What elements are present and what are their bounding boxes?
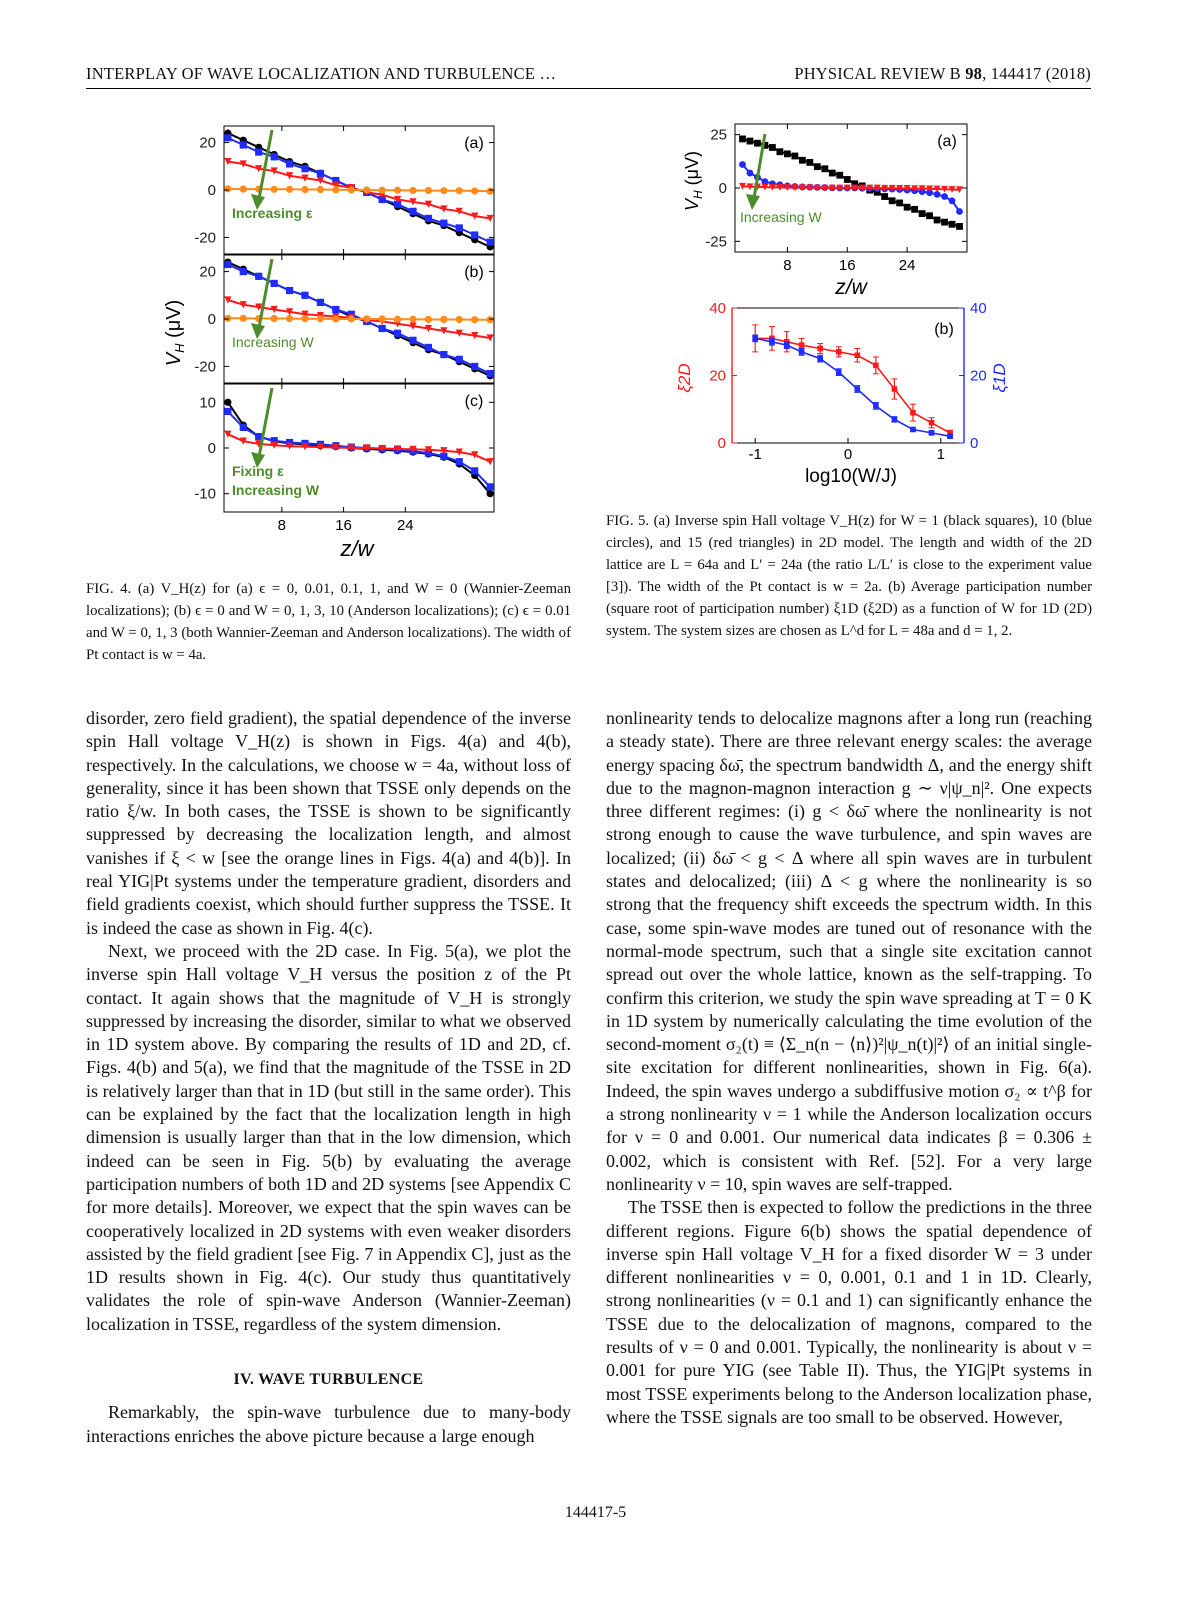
data-point [255, 148, 262, 155]
tick-label: -20 [194, 229, 216, 247]
data-point [739, 136, 746, 143]
data-point [910, 427, 916, 433]
fig4-ylabel-text: $V_H$ (μV) [163, 299, 187, 367]
data-point [440, 316, 447, 323]
data-point [889, 197, 896, 204]
data-point [255, 273, 262, 280]
data-point [301, 165, 308, 172]
data-point [941, 219, 948, 226]
data-point [394, 316, 401, 323]
data-point [348, 315, 355, 322]
data-point [926, 212, 933, 219]
section-heading: IV. WAVE TURBULENCE [233, 1371, 424, 1389]
fig4-panel [194, 126, 494, 254]
data-point [747, 170, 754, 177]
data-point [286, 315, 293, 322]
data-point [836, 172, 843, 179]
data-point [769, 144, 776, 151]
tick-label: 8 [277, 517, 287, 534]
data-point [739, 161, 746, 168]
journal-volume: 98 [965, 64, 983, 83]
panel-tag: (c) [464, 393, 484, 410]
paragraph: nonlinearity tends to delocalize magnons after a long run (reaching a steady state). There are three relevant energy scales: the average energy spacing δω̄, the spectrum bandwidth Δ, and the energy shift due to the magnon-magnon interaction g ∼ ν|ψ_n|². One expects three different regimes: (i) g < δω̄ where the nonlinearity is not strong enough to cause the wave turbulence, and spin waves are localized; (ii) δω̄ < g < Δ where all spin waves are in turbulent states and delocalized; (iii) Δ < g where the nonlinearity is so strong that the frequency shift exceeds the spectrum width. In this case, some spin-wave modes are tuned out of resonance with the normal-mode spectrum, such that a single site excitation cannot spread out over the whole lattice, known as the self-trapping. To confirm this criterion, we study the spin wave spreading at T = 0 K in 1D system by numerically calculating the time evolution of the second-moment σ₂(t) ≡ ⟨Σ_n(n − ⟨n⟩)²|ψ_n(t)|²⟩ of an initial single-site excitation for different nonlinearities, shown in Fig. 6(a). Indeed, the spin waves undergo a subdiffusive motion σ₂ ∝ t^β for a strong nonlinearity ν = 1 while the Anderson localization occurs for ν = 0 and 0.001. Our numerical data indicates β = 0.306 ± 0.002, which is consistent with Ref. [52]. For a very large nonlinearity ν = 10, spin waves are self-trapped. [606, 708, 1092, 1194]
tick-label: 40 [709, 300, 726, 317]
data-point [332, 315, 339, 322]
tick-label: 20 [199, 134, 216, 152]
data-point [854, 386, 860, 392]
data-point [934, 217, 941, 224]
data-point [224, 431, 231, 438]
data-point [949, 197, 956, 204]
data-point [425, 316, 432, 323]
data-point [409, 187, 416, 194]
tick-label: 1 [936, 446, 945, 463]
fig4-caption: FIG. 4. (a) V_H(z) for (a) ϵ = 0, 0.01, 0.1, 1, and W = 0 (Wannier-Zeeman localizations); (b) ϵ = 0 and W = 0, 1, 3, 10 (Anderson localizations); (c) ϵ = 0.01 and W = 0, 1, 3 (both Wannier-Zeeman and Anderson localizations). The width of Pt contact is w = 4a. [86, 581, 571, 663]
data-point [271, 186, 278, 193]
body-column-left [86, 707, 571, 1448]
data-point [317, 299, 324, 306]
journal-name: PHYSICAL REVIEW B [794, 64, 961, 83]
data-point [379, 315, 386, 322]
data-point [956, 208, 963, 215]
annotation: Increasing W [740, 209, 822, 225]
data-point [752, 336, 758, 342]
figure-4 [150, 118, 510, 568]
fig5a-ylabel: $V_H$ (μV) [682, 150, 705, 212]
data-point [317, 186, 324, 193]
data-point [799, 342, 805, 348]
data-point [817, 356, 823, 362]
data-point [817, 346, 823, 352]
data-point [456, 356, 463, 363]
tick-label: 8 [783, 257, 792, 274]
data-point [929, 430, 935, 436]
data-point [425, 344, 432, 351]
data-point [363, 186, 370, 193]
data-point [394, 187, 401, 194]
article-number: 144417 (2018) [990, 64, 1091, 83]
fig5a-xlabel: z/w [835, 276, 867, 299]
data-point [941, 193, 948, 200]
data-point [425, 215, 432, 222]
data-point [854, 352, 860, 358]
data-point [317, 170, 324, 177]
data-point [224, 134, 231, 141]
fig5b-ylabel-right: ξ1D [990, 363, 1009, 393]
data-point [836, 349, 842, 355]
data-point [949, 221, 956, 228]
fig4-panel [194, 384, 494, 534]
series-line [228, 189, 490, 191]
tick-label: 20 [970, 367, 987, 385]
tick-label: 0 [717, 435, 726, 452]
data-point [487, 458, 494, 465]
annotation: Fixing ε [232, 463, 284, 479]
data-point [224, 408, 231, 415]
figure-5 [670, 118, 1030, 498]
data-point [332, 186, 339, 193]
tick-label: 25 [710, 126, 727, 144]
data-point [440, 187, 447, 194]
tick-label: 0 [970, 435, 979, 452]
data-point [777, 148, 784, 155]
data-point [892, 386, 898, 392]
body-column-right [606, 707, 1092, 1429]
data-point [814, 163, 821, 170]
series-line [228, 318, 490, 319]
data-point [332, 306, 339, 313]
data-point [224, 315, 231, 322]
data-point [301, 292, 308, 299]
data-point [286, 160, 293, 167]
paragraph: Next, we proceed with the 2D case. In Fig. 5(a), we plot the inverse spin Hall voltage V_H versus the position z of the Pt contact. It again shows that the magnitude of V_H is strongly suppressed by increasing the disorder, similar to what we observed in 1D system above. By comparing the results of 1D and 2D, cf. Figs. 4(b) and 5(a), we find that the magnitude of the TSSE in 2D is relatively larger than that in 1D (but still in the same order). This can be explained by the fact that the localization length in high dimension is usually larger than that in the low dimension, which indeed can be seen in Fig. 5(b) by evaluating the average participation numbers of both 1D and 2D systems [see Appendix C for more details]. Moreover, we expect that the spin waves can be cooperatively localized in 2D systems with even weaker disorders assisted by the field gradient [see Fig. 7 in Appendix C], just as the 1D results shown in Fig. 4(c). Our study thus quantitatively validates the role of spin-wave Anderson (Wannier-Zeeman) localization in TSSE, regardless of the system dimension. [86, 940, 571, 1334]
data-point [471, 467, 478, 474]
data-point [844, 176, 851, 183]
panel-tag: (a) [937, 133, 957, 150]
tick-label: -20 [194, 358, 216, 376]
tick-label: 16 [335, 517, 352, 534]
data-point [301, 315, 308, 322]
data-point [425, 187, 432, 194]
data-point [471, 231, 478, 238]
data-point [456, 458, 463, 465]
data-point [784, 342, 790, 348]
data-point [929, 420, 935, 426]
data-point [910, 410, 916, 416]
data-point [873, 363, 879, 369]
data-point [829, 170, 836, 177]
data-point [240, 315, 247, 322]
panel-tag: (b) [934, 321, 954, 338]
tick-label: 0 [207, 440, 216, 457]
data-point [240, 424, 247, 431]
paragraph: Remarkably, the spin-wave turbulence due to many-body interactions enriches the above picture because a large enough [86, 1402, 571, 1446]
tick-label: 10 [199, 394, 216, 412]
data-point [873, 403, 879, 409]
series-line [755, 338, 950, 436]
tick-label: -10 [194, 485, 216, 503]
data-point [769, 339, 775, 345]
annotation: Increasing W [232, 482, 320, 498]
tick-label: 20 [709, 367, 726, 385]
data-point [806, 159, 813, 166]
data-point [896, 200, 903, 207]
data-point [487, 239, 494, 246]
data-point [301, 186, 308, 193]
fig5-caption: FIG. 5. (a) Inverse spin Hall voltage V_H(z) for W = 1 (black squares), 10 (blue circles), and 15 (red triangles) in 2D model. The length and width of the 2D lattice are L = 64a and L′ = 24a (the ratio L/L′ is close to the experiment value [3]). The width of the Pt contact is w = 2a. (b) Average participation number (square root of participation number) ξ1D (ξ2D) as a function of W for 1D (2D) system. The system sizes are chosen as L^d for L = 48a and d = 1, 2. [606, 513, 1092, 639]
data-point [947, 433, 953, 439]
data-point [271, 153, 278, 160]
data-point [271, 315, 278, 322]
data-point [487, 316, 494, 323]
data-point [440, 220, 447, 227]
data-point [471, 316, 478, 323]
data-point [754, 140, 761, 147]
fig4-panel [194, 255, 494, 383]
tick-label: 24 [898, 257, 916, 274]
data-point [409, 337, 416, 344]
data-point [471, 187, 478, 194]
fig5b-xlabel: log10(W/J) [805, 466, 897, 487]
tick-label: -1 [748, 446, 762, 463]
data-point [911, 206, 918, 213]
data-point [271, 280, 278, 287]
data-point [892, 417, 898, 423]
data-point [456, 224, 463, 231]
data-point [224, 261, 231, 268]
data-point [348, 186, 355, 193]
data-point [799, 157, 806, 164]
data-point [240, 185, 247, 192]
data-point [286, 186, 293, 193]
data-point [791, 153, 798, 160]
data-point [286, 287, 293, 294]
data-point [394, 330, 401, 337]
running-header-journal: PHYSICAL REVIEW B 98, 144417 (2018) [794, 64, 1091, 83]
data-point [881, 193, 888, 200]
tick-label: 20 [199, 263, 216, 281]
data-point [409, 208, 416, 215]
trend-arrow-head [746, 194, 760, 210]
panel-tag: (a) [464, 135, 484, 152]
trend-arrow [258, 259, 272, 333]
data-point [487, 483, 494, 490]
panel-tag: (b) [464, 264, 484, 281]
data-point [379, 325, 386, 332]
tick-label: 24 [396, 517, 414, 534]
data-point [471, 363, 478, 370]
data-point [784, 150, 791, 157]
data-point [379, 187, 386, 194]
page-number: 144417-5 [564, 1504, 627, 1521]
data-point [317, 315, 324, 322]
tick-label: -25 [705, 233, 727, 251]
tick-label: 16 [838, 257, 856, 274]
data-point [919, 210, 926, 217]
fig4-ylabel [163, 300, 187, 366]
data-point [747, 138, 754, 145]
running-header-title: INTERPLAY OF WAVE LOCALIZATION AND TURBULENCE … [86, 64, 557, 83]
data-point [487, 188, 494, 195]
tick-label: 40 [970, 300, 987, 317]
data-point [363, 315, 370, 322]
header-rule [86, 88, 1091, 89]
data-point [456, 316, 463, 323]
data-point [240, 268, 247, 275]
tick-label: 0 [207, 311, 216, 328]
data-point [836, 369, 842, 375]
paragraph: disorder, zero field gradient), the spatial dependence of the inverse spin Hall voltage V_H(z) is shown in Figs. 4(a) and 4(b), respectively. In the calculations, we choose w = 4a, without loss of generality, since it has been shown that TSSE only depends on the ratio ξ/w. In both cases, the TSSE is shown to be significantly suppressed by decreasing the localization length, and almost vanishes if ξ < w [see the orange lines in Figs. 4(a) and 4(b)]. In real YIG|Pt systems under the temperature gradient, disorders and field gradients coexist, which should further suppress the TSSE. It is indeed the case as shown in Fig. 4(c). [86, 708, 571, 938]
data-point [904, 204, 911, 211]
annotation: Increasing ε [232, 205, 313, 221]
data-point [799, 349, 805, 355]
tick-label: 0 [843, 446, 853, 463]
data-point [240, 141, 247, 148]
data-point [487, 370, 494, 377]
fig4-xlabel: z/w [340, 536, 374, 561]
trend-arrow [258, 388, 272, 462]
data-point [956, 223, 963, 230]
data-point [821, 165, 828, 172]
tick-label: 0 [207, 182, 216, 199]
annotation: Increasing W [232, 334, 314, 350]
data-point [224, 185, 231, 192]
tick-label: 0 [718, 180, 727, 197]
data-point [409, 316, 416, 323]
fig5b-ylabel-left: ξ2D [675, 363, 694, 393]
paragraph: The TSSE then is expected to follow the predictions in the three different regions. Figure 6(b) shows the spatial dependence of inverse spin Hall voltage V_H for a fixed disorder W = 3 under different nonlinearities ν = 0, 0.001, 0.1 and 1 in 1D. Clearly, strong nonlinearities (ν = 0.1 and 1) can significantly enhance the TSSE due to the delocalization of magnons, compared to the results of ν = 0 and 0.001. Typically, the nonlinearity is about ν = 0.001 for pure YIG (see Table II). Thus, the YIG|Pt systems in most TSSE experiments belong to the Anderson localization phase, where the TSSE signals are too small to be observed. However, [606, 1197, 1092, 1427]
data-point [456, 187, 463, 194]
data-point [440, 351, 447, 358]
